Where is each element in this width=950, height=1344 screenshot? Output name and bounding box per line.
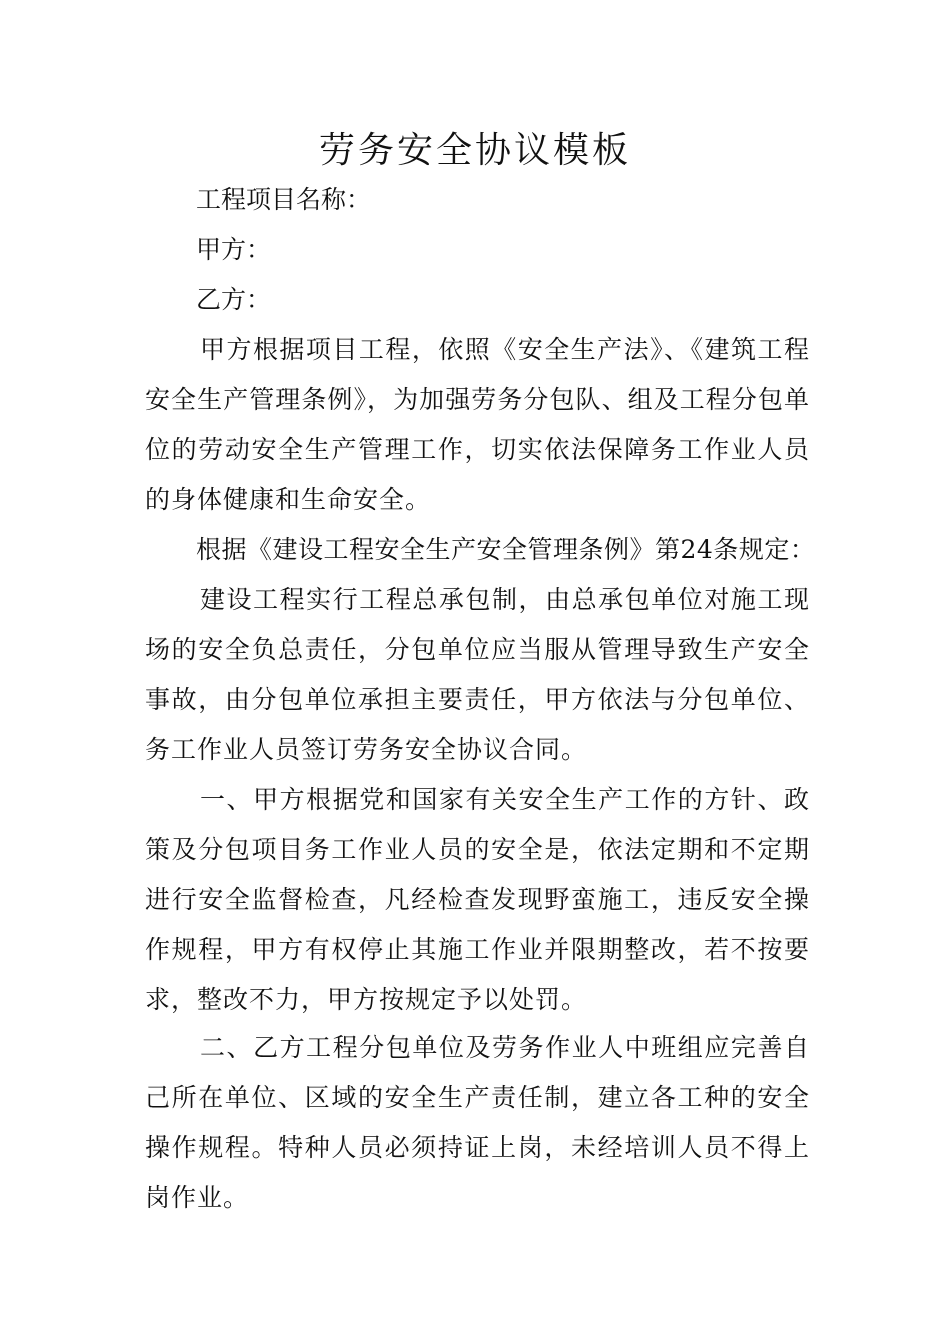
party-a-field: 甲方： (196, 235, 272, 264)
document-title: 劳务安全协议模板 (318, 130, 631, 171)
clause-1-paragraph: 一、甲方根据党和国家有关安全生产工作的方针、政策及分包项目务工作业人员的安全是，依法定期和不定期进行安全监督检查，凡经检查发现野蛮施工，违反安全操作规程，甲方有权停止其施工作业并限期整改，若不按要求，整改不力，甲方按规定予以处罚。 (145, 785, 810, 1014)
project-name-field: 工程项目名称： (196, 185, 372, 214)
reference-paragraph: 根据《建设工程安全生产安全管理条例》第24条规定： (196, 535, 816, 564)
clause-2-paragraph: 二、乙方工程分包单位及劳务作业人中班组应完善自己所在单位、区域的安全生产责任制，建立各工种的安全操作规程。特种人员必须持证上岗，未经培训人员不得上岗作业。 (145, 1033, 810, 1212)
party-b-field: 乙方： (196, 285, 272, 314)
intro-paragraph: 甲方根据项目工程，依照《安全生产法》、《建筑工程安全生产管理条例》，为加强劳务分包队、组及工程分包单位的劳动安全生产管理工作，切实依法保障务工作业人员的身体健康和生命安全。 (145, 335, 810, 514)
general-paragraph: 建设工程实行工程总承包制，由总承包单位对施工现场的安全负总责任，分包单位应当服从管理导致生产安全事故，由分包单位承担主要责任，甲方依法与分包单位、务工作业人员签订劳务安全协议合同。 (145, 585, 810, 764)
